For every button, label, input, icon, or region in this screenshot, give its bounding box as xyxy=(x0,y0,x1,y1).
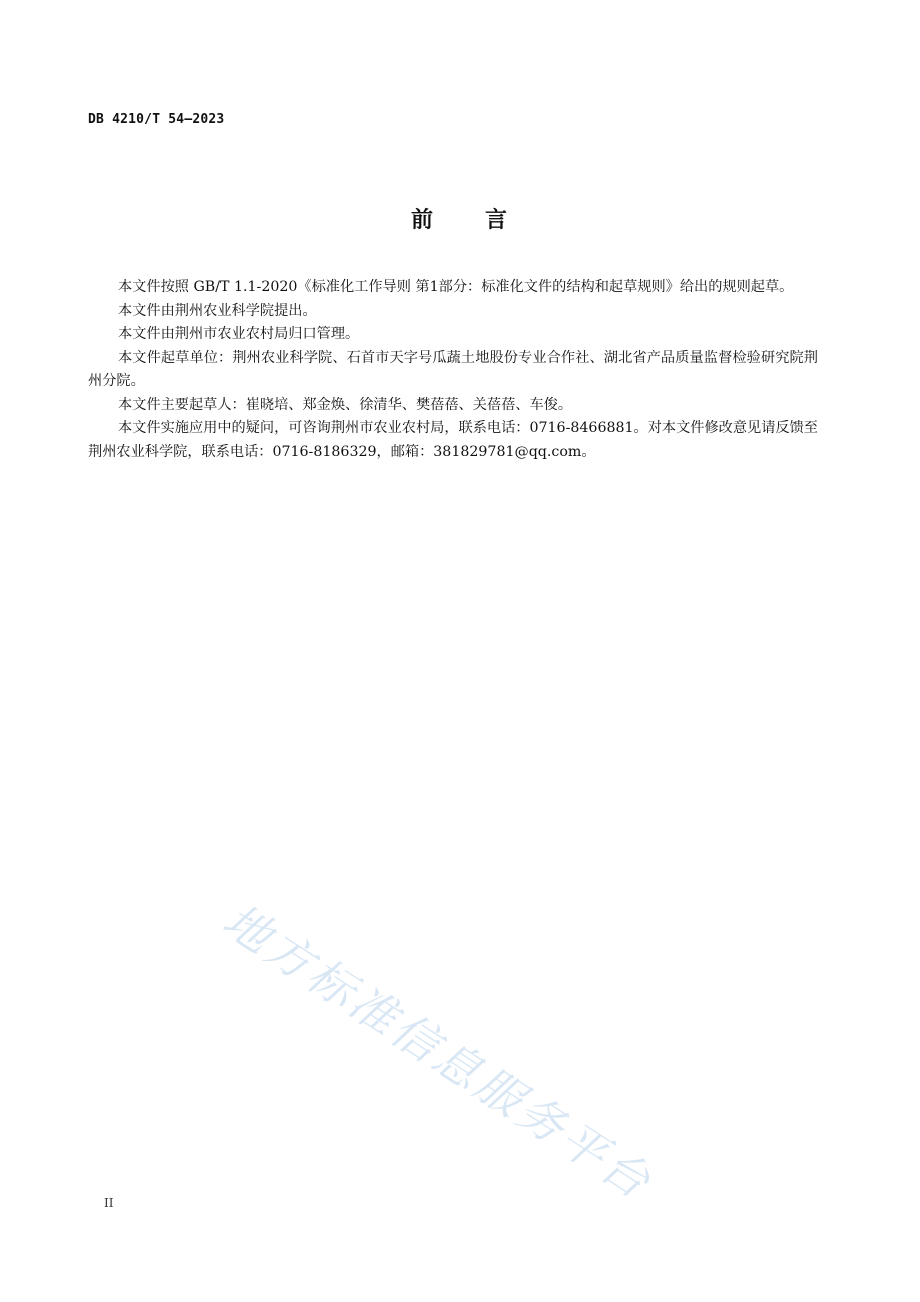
document-code: DB 4210/T 54—2023 xyxy=(88,112,225,127)
paragraph-drafting-rules: 本文件按照 GB/T 1.1-2020《标准化工作导则 第1部分：标准化文件的结构和起草规则》给出的规则起草。 xyxy=(118,279,794,295)
paragraph-contact: 本文件实施应用中的疑问，可咨询荆州市农业农村局，联系电话：0716-8466881。对本文件修改意见请反馈至荆州农业科学院，联系电话：0716-8186329，邮箱：381829781@qq.com。 xyxy=(88,420,818,460)
watermark-text: 地方标准信息服务平台 xyxy=(213,892,663,1211)
page-title xyxy=(0,203,920,234)
paragraph-drafters: 本文件主要起草人：崔晓培、郑金焕、徐清华、樊蓓蓓、关蓓蓓、车俊。 xyxy=(118,396,573,413)
paragraph-drafting-units: 本文件起草单位：荆州农业科学院、石首市天字号瓜蔬土地股份专业合作社、湖北省产品质量监督检验研究院荆州分院。 xyxy=(88,349,818,389)
paragraph-administration: 本文件由荆州市农业农村局归口管理。 xyxy=(118,326,360,342)
foreword-body xyxy=(88,276,818,464)
page-number: II xyxy=(104,1196,114,1210)
title-char-2: 言 xyxy=(485,208,510,233)
paragraph-proposer: 本文件由荆州农业科学院提出。 xyxy=(118,302,317,319)
title-char-1: 前 xyxy=(410,208,435,233)
